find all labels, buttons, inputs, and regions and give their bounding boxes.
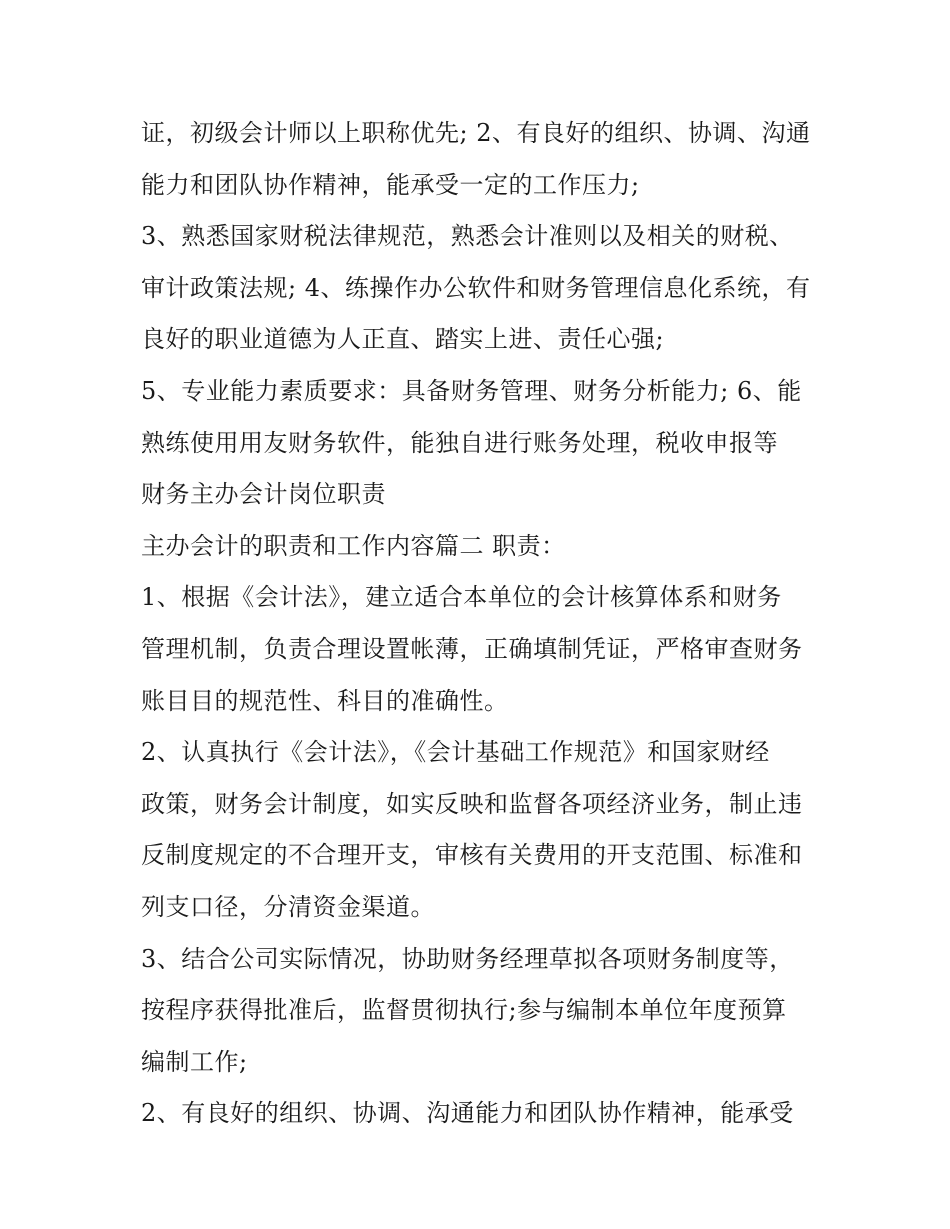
text-line: 账目目的规范性、科目的准确性。 <box>141 686 509 715</box>
text-line: 管理机制，负责合理设置帐薄，正确填制凭证，严格审查财务 <box>141 634 803 663</box>
text-line: 3、熟悉国家财税法律规范，熟悉会计准则以及相关的财税、 <box>141 222 794 251</box>
text-line: 能力和团队协作精神，能承受一定的工作压力; <box>141 170 640 199</box>
text-line: 反制度规定的不合理开支，审核有关费用的开支范围、标准和 <box>141 841 803 870</box>
text-line: 2、有良好的组织、协调、沟通能力和团队协作精神，能承受 <box>141 1099 794 1128</box>
text-line: 编制工作; <box>141 1047 248 1076</box>
text-line: 5、专业能力素质要求：具备财务管理、财务分析能力; 6、能 <box>141 376 802 405</box>
text-line: 良好的职业道德为人正直、踏实上进、责任心强; <box>141 325 665 354</box>
text-line: 政策，财务会计制度，如实反映和监督各项经济业务，制止违 <box>141 789 803 818</box>
section-heading: 财务主办会计岗位职责 <box>141 480 386 509</box>
text-line: 3、结合公司实际情况，协助财务经理草拟各项财务制度等， <box>141 944 794 973</box>
text-line: 证，初级会计师以上职称优先; 2、有良好的组织、协调、沟通 <box>141 119 811 147</box>
text-line: 熟练使用用友财务软件，能独自进行账务处理，税收申报等 <box>141 428 778 457</box>
text-line: 1、根据《会计法》，建立适合本单位的会计核算体系和财务 <box>141 583 782 612</box>
document-body <box>141 108 821 1140</box>
text-line: 列支口径，分清资金渠道。 <box>141 892 435 921</box>
text-line: 审计政策法规; 4、练操作办公软件和财务管理信息化系统，有 <box>141 273 811 302</box>
text-line: 2、认真执行《会计法》，《会计基础工作规范》和国家财经 <box>141 738 770 767</box>
section-heading: 主办会计的职责和工作内容篇二 职责： <box>141 531 566 560</box>
text-line: 按程序获得批准后，监督贯彻执行;参与编制本单位年度预算 <box>141 996 787 1025</box>
